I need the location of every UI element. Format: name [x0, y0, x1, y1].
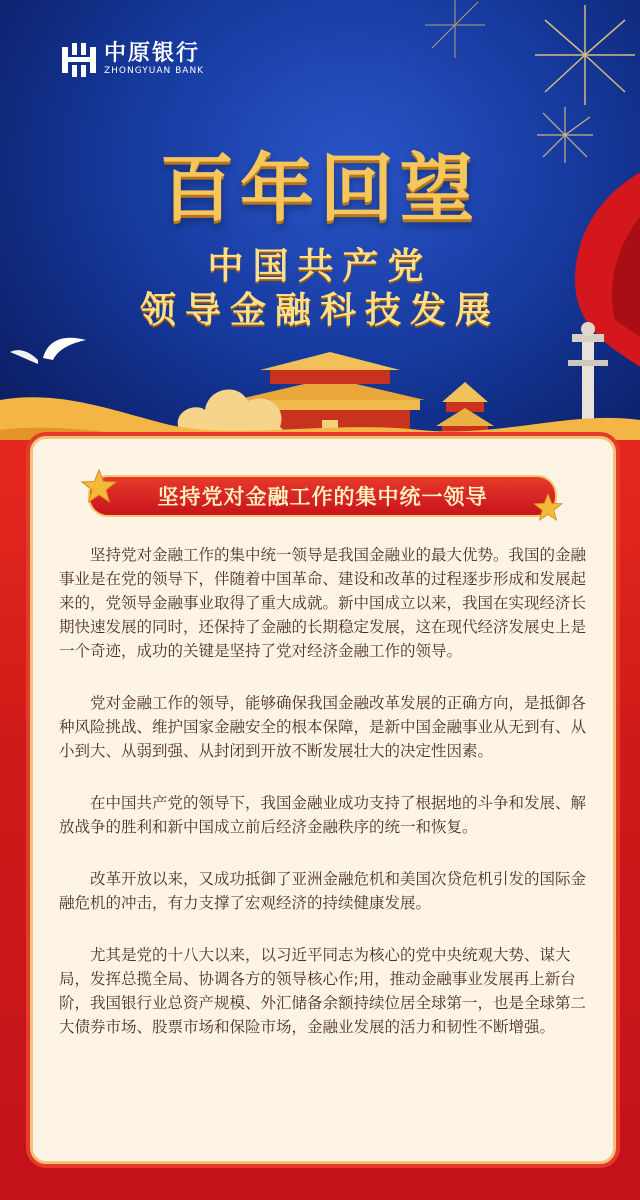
article-body: [59, 543, 589, 1067]
hero-banner: [0, 0, 640, 470]
paragraph: 党对金融工作的领导，能够确保我国金融改革发展的正确方向，是抵御各种风险挑战、维护国家金融安全的根本保障，是新中国金融事业从无到有、从小到大、从弱到强、从封闭到开放不断发展壮大的决定性因素。: [59, 694, 587, 760]
paragraph: 在中国共产党的领导下，我国金融业成功支持了根据地的斗争和发展、解放战争的胜利和新中国成立前后经济金融秩序的统一和恢复。: [59, 794, 587, 836]
firework-icon: [420, 0, 490, 60]
hero-title: 百年回望: [160, 146, 480, 232]
article-card: [30, 436, 616, 1164]
star-icon: [81, 469, 117, 503]
firework-icon: [530, 0, 640, 110]
section-heading: [88, 475, 557, 517]
dove-icon: [8, 330, 88, 370]
hero-subtitle-line2: 领导金融科技发展: [139, 289, 500, 331]
star-icon: [533, 493, 563, 521]
brand-logo: [60, 42, 204, 77]
section-heading-text: 坚持党对金融工作的集中统一领导: [157, 485, 488, 509]
hero-subtitle-line1: 中国共产党: [207, 245, 433, 287]
bank-logo-icon: [60, 43, 98, 77]
paragraph: 尤其是党的十八大以来，以习近平同志为核心的党中央统观大势、谋大局，发挥总揽全局、协调各方的领导核心作;用，推动金融事业发展再上新台阶，我国银行业总资产规模、外汇储备余额持续位居全球第一，也是全球第二大债券市场、股票市场和保险市场，金融业发展的活力和韧性不断增强。: [59, 946, 587, 1036]
brand-name-cn: 中原银行: [104, 41, 201, 66]
brand-name-en: ZHONGYUAN BANK: [104, 66, 205, 76]
paragraph: 坚持党对金融工作的集中统一领导是我国金融业的最大优势。我国的金融事业是在党的领导下，伴随着中国革命、建设和改革的过程逐步形成和发展起来的，党领导金融事业取得了重大成就。新中国成立以来，我国在实现经济长期快速发展的同时，还保持了金融的长期稳定发展，这在现代经济发展史上是一个奇迹，成功的关键是坚持了党对经济金融工作的领导。: [59, 546, 587, 660]
paragraph: 改革开放以来，又成功抵御了亚洲金融危机和美国次贷危机引发的国际金融危机的冲击，有力支撑了宏观经济的持续健康发展。: [59, 870, 587, 912]
